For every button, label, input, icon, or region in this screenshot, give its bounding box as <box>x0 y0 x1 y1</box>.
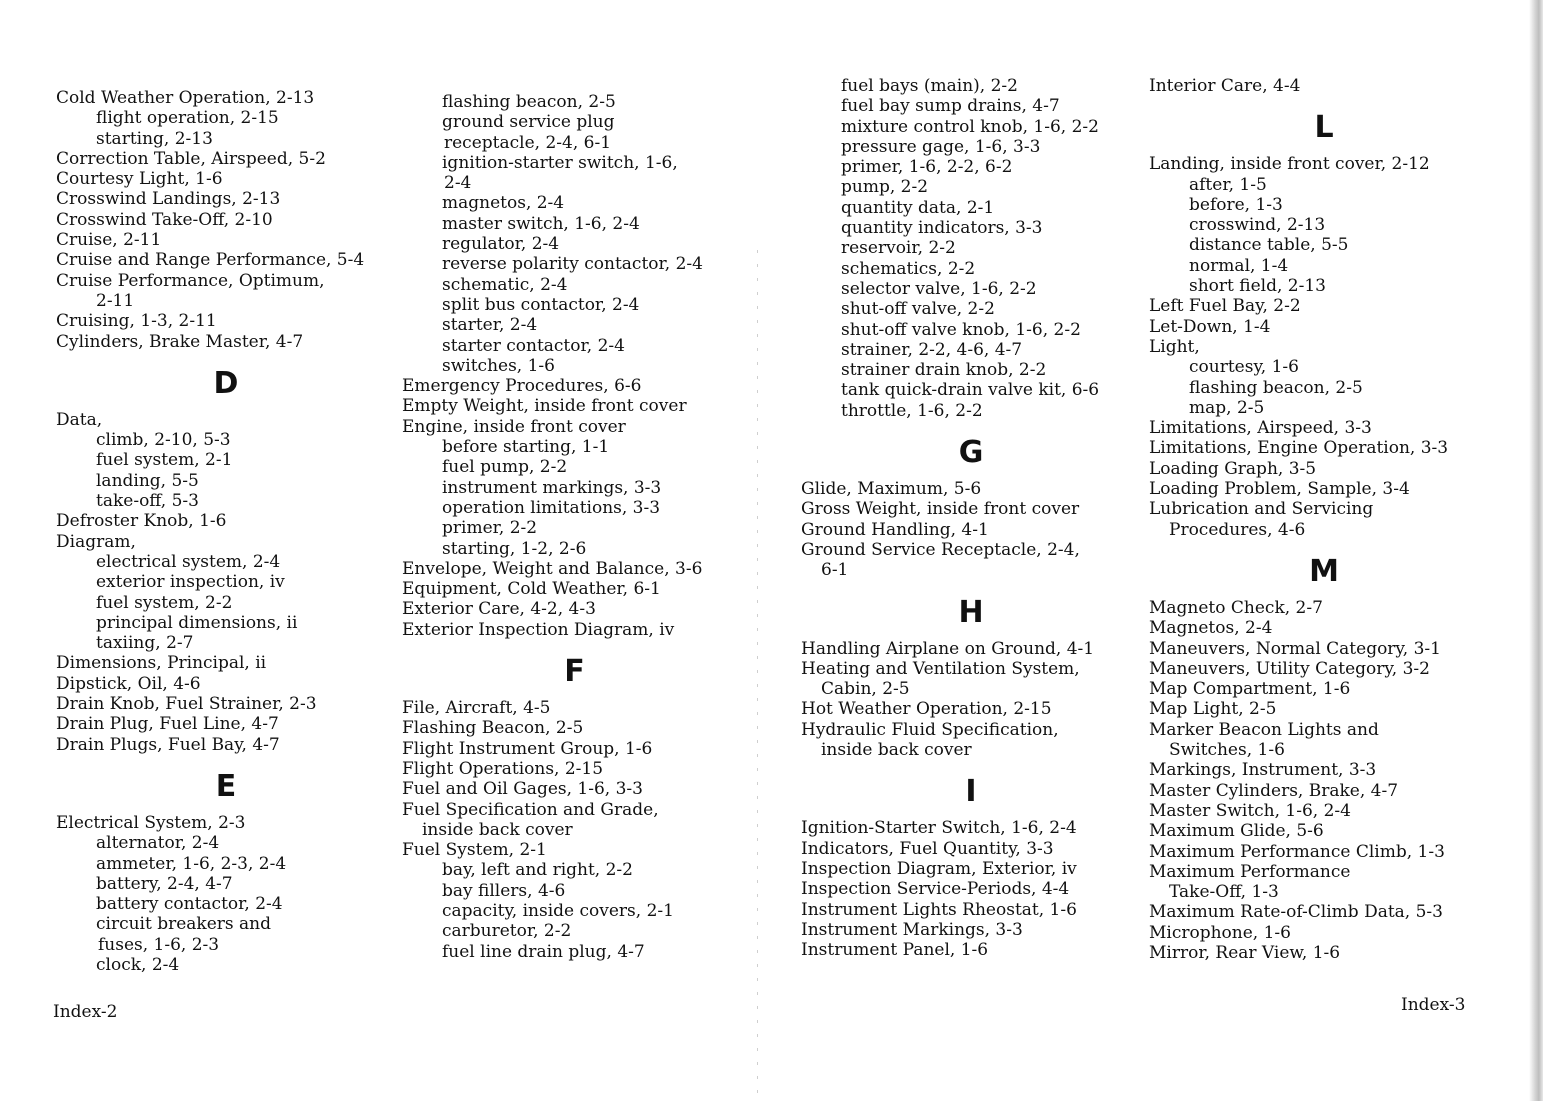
index-subentry: flashing beacon, 2-5 <box>442 92 616 112</box>
index-entry: Heating and Ventilation System, <box>801 658 1080 679</box>
index-column-1 <box>56 88 396 975</box>
index-subentry: shut-off valve, 2-2 <box>841 299 995 320</box>
index-subentry: starting, 1-2, 2-6 <box>442 538 587 559</box>
index-subentry: flashing beacon, 2-5 <box>1189 377 1363 398</box>
index-subentry: inside back cover <box>422 819 573 840</box>
section-letter: H <box>958 594 984 630</box>
index-subentry: capacity, inside covers, 2-1 <box>442 900 674 921</box>
section-letter: I <box>965 774 977 810</box>
index-entry: Maneuvers, Utility Category, 3-2 <box>1149 658 1430 679</box>
index-entry: Inspection Service-Periods, 4-4 <box>801 879 1070 900</box>
index-subentry: alternator, 2-4 <box>96 833 220 854</box>
index-subentry: primer, 2-2 <box>442 518 538 539</box>
index-subentry: strainer, 2-2, 4-6, 4-7 <box>841 339 1023 360</box>
index-entry: Emergency Procedures, 6-6 <box>402 376 642 397</box>
index-entry: Let-Down, 1-4 <box>1149 316 1271 337</box>
page-number-left: Index-2 <box>53 1002 118 1022</box>
index-subentry: throttle, 1-6, 2-2 <box>841 400 983 421</box>
index-subentry: fuel bay sump drains, 4-7 <box>841 96 1060 117</box>
index-subentry: circuit breakers and <box>96 914 272 935</box>
index-entry: Interior Care, 4-4 <box>1149 76 1301 96</box>
index-entry: Microphone, 1-6 <box>1149 922 1291 943</box>
index-subentry: selector valve, 1-6, 2-2 <box>841 278 1037 299</box>
index-subentry: short field, 2-13 <box>1189 276 1326 297</box>
index-subentry: clock, 2-4 <box>96 954 180 975</box>
index-entry: Gross Weight, inside front cover <box>801 499 1080 520</box>
index-entry: File, Aircraft, 4-5 <box>402 698 551 719</box>
index-entry: Glide, Maximum, 5-6 <box>801 479 982 500</box>
index-entry: Magneto Check, 2-7 <box>1149 597 1323 618</box>
index-entry: Drain Knob, Fuel Strainer, 2-3 <box>56 694 317 715</box>
index-subentry: primer, 1-6, 2-2, 6-2 <box>841 157 1013 178</box>
page-gutter <box>757 250 758 1101</box>
index-subentry: fuses, 1-6, 2-3 <box>98 934 220 955</box>
index-entry: Crosswind Landings, 2-13 <box>56 189 281 210</box>
index-subentry: battery contactor, 2-4 <box>96 894 283 915</box>
index-subentry: principal dimensions, ii <box>96 612 298 633</box>
index-subentry: shut-off valve knob, 1-6, 2-2 <box>841 319 1081 340</box>
index-entry: Maximum Rate-of-Climb Data, 5-3 <box>1149 902 1443 923</box>
index-entry: Electrical System, 2-3 <box>56 812 246 833</box>
index-entry: Maneuvers, Normal Category, 3-1 <box>1149 638 1441 659</box>
index-entry: Flight Instrument Group, 1-6 <box>402 738 653 759</box>
index-entry: Diagram, <box>56 531 136 552</box>
index-entry: Map Light, 2-5 <box>1149 699 1277 720</box>
index-entry: Cruising, 1-3, 2-11 <box>56 311 217 332</box>
index-subentry: receptacle, 2-4, 6-1 <box>444 132 612 153</box>
index-subentry: flight operation, 2-15 <box>96 108 279 129</box>
index-entry: Hydraulic Fluid Specification, <box>801 719 1059 740</box>
index-subentry: quantity indicators, 3-3 <box>841 218 1043 239</box>
index-subentry: bay fillers, 4-6 <box>442 880 566 901</box>
section-letter: E <box>215 768 237 804</box>
index-entry: Cold Weather Operation, 2-13 <box>56 88 315 108</box>
index-subentry: ignition-starter switch, 1-6, <box>442 152 678 173</box>
index-entry: Mirror, Rear View, 1-6 <box>1149 942 1341 963</box>
index-entry: Instrument Markings, 3-3 <box>801 919 1023 940</box>
index-entry: Exterior Care, 4-2, 4-3 <box>402 599 596 620</box>
index-subentry: map, 2-5 <box>1189 397 1265 418</box>
index-subentry: ground service plug <box>442 112 615 133</box>
index-subentry: Take-Off, 1-3 <box>1169 882 1279 903</box>
index-entry: Equipment, Cold Weather, 6-1 <box>402 579 661 600</box>
index-subentry: Cabin, 2-5 <box>821 679 910 700</box>
index-entry: Landing, inside front cover, 2-12 <box>1149 154 1430 175</box>
index-subentry: schematic, 2-4 <box>442 274 568 295</box>
index-entry: Dipstick, Oil, 4-6 <box>56 673 201 694</box>
index-subentry: 6-1 <box>821 560 849 581</box>
index-entry: Hot Weather Operation, 2-15 <box>801 699 1052 720</box>
index-subentry: before, 1-3 <box>1189 194 1283 215</box>
index-entry: Handling Airplane on Ground, 4-1 <box>801 638 1095 659</box>
index-subentry: starter contactor, 2-4 <box>442 335 625 356</box>
index-entry: Cylinders, Brake Master, 4-7 <box>56 331 304 352</box>
index-entry: Flight Operations, 2-15 <box>402 758 604 779</box>
index-subentry: strainer drain knob, 2-2 <box>841 360 1047 381</box>
index-entry: Courtesy Light, 1-6 <box>56 169 223 190</box>
index-entry: Maximum Glide, 5-6 <box>1149 821 1324 842</box>
index-entry: Defroster Knob, 1-6 <box>56 511 227 532</box>
index-subentry: starting, 2-13 <box>96 128 213 149</box>
index-subentry: master switch, 1-6, 2-4 <box>442 213 640 234</box>
index-subentry: 2-4 <box>444 173 472 194</box>
index-entry: Correction Table, Airspeed, 5-2 <box>56 148 326 169</box>
index-entry: Maximum Performance <box>1149 861 1351 882</box>
section-letter: G <box>958 435 984 471</box>
index-subentry: battery, 2-4, 4-7 <box>96 873 233 894</box>
index-entry: Left Fuel Bay, 2-2 <box>1149 296 1301 317</box>
index-entry: Cruise and Range Performance, 5-4 <box>56 250 365 271</box>
index-subentry: regulator, 2-4 <box>442 234 560 255</box>
index-subentry: quantity data, 2-1 <box>841 197 995 218</box>
index-subentry: courtesy, 1-6 <box>1189 357 1299 378</box>
index-entry: Cruise, 2-11 <box>56 230 162 251</box>
index-entry: Ground Handling, 4-1 <box>801 519 989 540</box>
index-entry: Inspection Diagram, Exterior, iv <box>801 858 1077 879</box>
index-subentry: fuel pump, 2-2 <box>442 457 568 478</box>
index-column-2 <box>402 92 747 962</box>
index-subentry: split bus contactor, 2-4 <box>442 294 640 315</box>
index-entry: Drain Plug, Fuel Line, 4-7 <box>56 714 279 735</box>
index-entry: Limitations, Airspeed, 3-3 <box>1149 418 1372 439</box>
index-subentry: Switches, 1-6 <box>1169 740 1285 761</box>
index-entry: Lubrication and Servicing <box>1149 499 1374 520</box>
index-entry: Engine, inside front cover <box>402 416 626 437</box>
index-entry: Loading Problem, Sample, 3-4 <box>1149 479 1410 500</box>
index-subentry: instrument markings, 3-3 <box>442 477 662 498</box>
index-subentry: fuel system, 2-2 <box>96 592 233 613</box>
index-entry: Map Compartment, 1-6 <box>1149 679 1351 700</box>
index-subentry: switches, 1-6 <box>442 355 555 376</box>
index-subentry: schematics, 2-2 <box>841 258 976 279</box>
index-subentry: landing, 5-5 <box>96 470 199 491</box>
page-number-right: Index-3 <box>1401 995 1466 1015</box>
index-entry: Ground Service Receptacle, 2-4, <box>801 539 1080 560</box>
index-entry: Fuel Specification and Grade, <box>402 799 659 820</box>
index-subentry: distance table, 5-5 <box>1189 235 1349 256</box>
index-entry: Loading Graph, 3-5 <box>1149 458 1317 479</box>
index-entry: Master Switch, 1-6, 2-4 <box>1149 800 1351 821</box>
index-subentry: crosswind, 2-13 <box>1189 215 1326 236</box>
index-column-3 <box>801 76 1141 960</box>
index-subentry: starter, 2-4 <box>442 315 538 336</box>
index-entry: Fuel and Oil Gages, 1-6, 3-3 <box>402 779 643 800</box>
index-subentry: 2-11 <box>96 290 135 311</box>
index-subentry: after, 1-5 <box>1189 174 1267 195</box>
index-entry: Markings, Instrument, 3-3 <box>1149 760 1377 781</box>
index-entry: Indicators, Fuel Quantity, 3-3 <box>801 838 1054 859</box>
index-subentry: climb, 2-10, 5-3 <box>96 430 231 451</box>
index-subentry: bay, left and right, 2-2 <box>442 860 633 881</box>
index-subentry: tank quick-drain valve kit, 6-6 <box>841 380 1100 401</box>
index-subentry: operation limitations, 3-3 <box>442 497 661 518</box>
index-subentry: pump, 2-2 <box>841 177 929 198</box>
index-entry: Dimensions, Principal, ii <box>56 653 267 674</box>
index-entry: Marker Beacon Lights and <box>1149 719 1379 740</box>
index-subentry: exterior inspection, iv <box>96 572 285 593</box>
index-subentry: Procedures, 4-6 <box>1169 519 1306 540</box>
index-subentry: fuel line drain plug, 4-7 <box>442 941 645 962</box>
index-subentry: ammeter, 1-6, 2-3, 2-4 <box>96 853 287 874</box>
index-subentry: take-off, 5-3 <box>96 491 199 512</box>
index-subentry: taxiing, 2-7 <box>96 633 194 654</box>
index-subentry: magnetos, 2-4 <box>442 193 565 214</box>
index-subentry: pressure gage, 1-6, 3-3 <box>841 136 1041 157</box>
index-entry: Light, <box>1149 336 1200 357</box>
index-entry: Ignition-Starter Switch, 1-6, 2-4 <box>801 818 1077 839</box>
index-entry: Drain Plugs, Fuel Bay, 4-7 <box>56 734 280 755</box>
index-subentry: carburetor, 2-2 <box>442 921 572 942</box>
index-entry: Instrument Lights Rheostat, 1-6 <box>801 899 1077 920</box>
index-subentry: mixture control knob, 1-6, 2-2 <box>841 116 1099 137</box>
index-entry: Master Cylinders, Brake, 4-7 <box>1149 780 1399 801</box>
index-subentry: fuel system, 2-1 <box>96 450 233 471</box>
index-subentry: inside back cover <box>821 740 972 761</box>
index-entry: Exterior Inspection Diagram, iv <box>402 619 675 640</box>
index-subentry: before starting, 1-1 <box>442 437 610 458</box>
index-entry: Fuel System, 2-1 <box>402 840 547 861</box>
index-subentry: reservoir, 2-2 <box>841 238 956 259</box>
index-entry: Maximum Performance Climb, 1-3 <box>1149 841 1445 862</box>
index-entry: Flashing Beacon, 2-5 <box>402 718 584 739</box>
index-entry: Envelope, Weight and Balance, 3-6 <box>402 558 703 579</box>
index-entry: Magnetos, 2-4 <box>1149 618 1273 639</box>
index-entry: Limitations, Engine Operation, 3-3 <box>1149 438 1449 459</box>
section-letter: M <box>1309 553 1339 589</box>
index-entry: Empty Weight, inside front cover <box>402 396 687 417</box>
index-entry: Data, <box>56 409 103 430</box>
index-entry: Cruise Performance, Optimum, <box>56 270 325 291</box>
index-subentry: normal, 1-4 <box>1189 255 1289 276</box>
scan-edge-shadow <box>1529 0 1543 1101</box>
index-entry: Crosswind Take-Off, 2-10 <box>56 209 273 230</box>
index-subentry: reverse polarity contactor, 2-4 <box>442 254 703 275</box>
index-column-4 <box>1149 76 1499 963</box>
index-subentry: electrical system, 2-4 <box>96 551 281 572</box>
section-letter: D <box>213 365 239 401</box>
index-entry: Instrument Panel, 1-6 <box>801 940 989 961</box>
index-subentry: fuel bays (main), 2-2 <box>841 76 1018 96</box>
section-letter: L <box>1314 110 1334 146</box>
section-letter: F <box>564 654 585 690</box>
